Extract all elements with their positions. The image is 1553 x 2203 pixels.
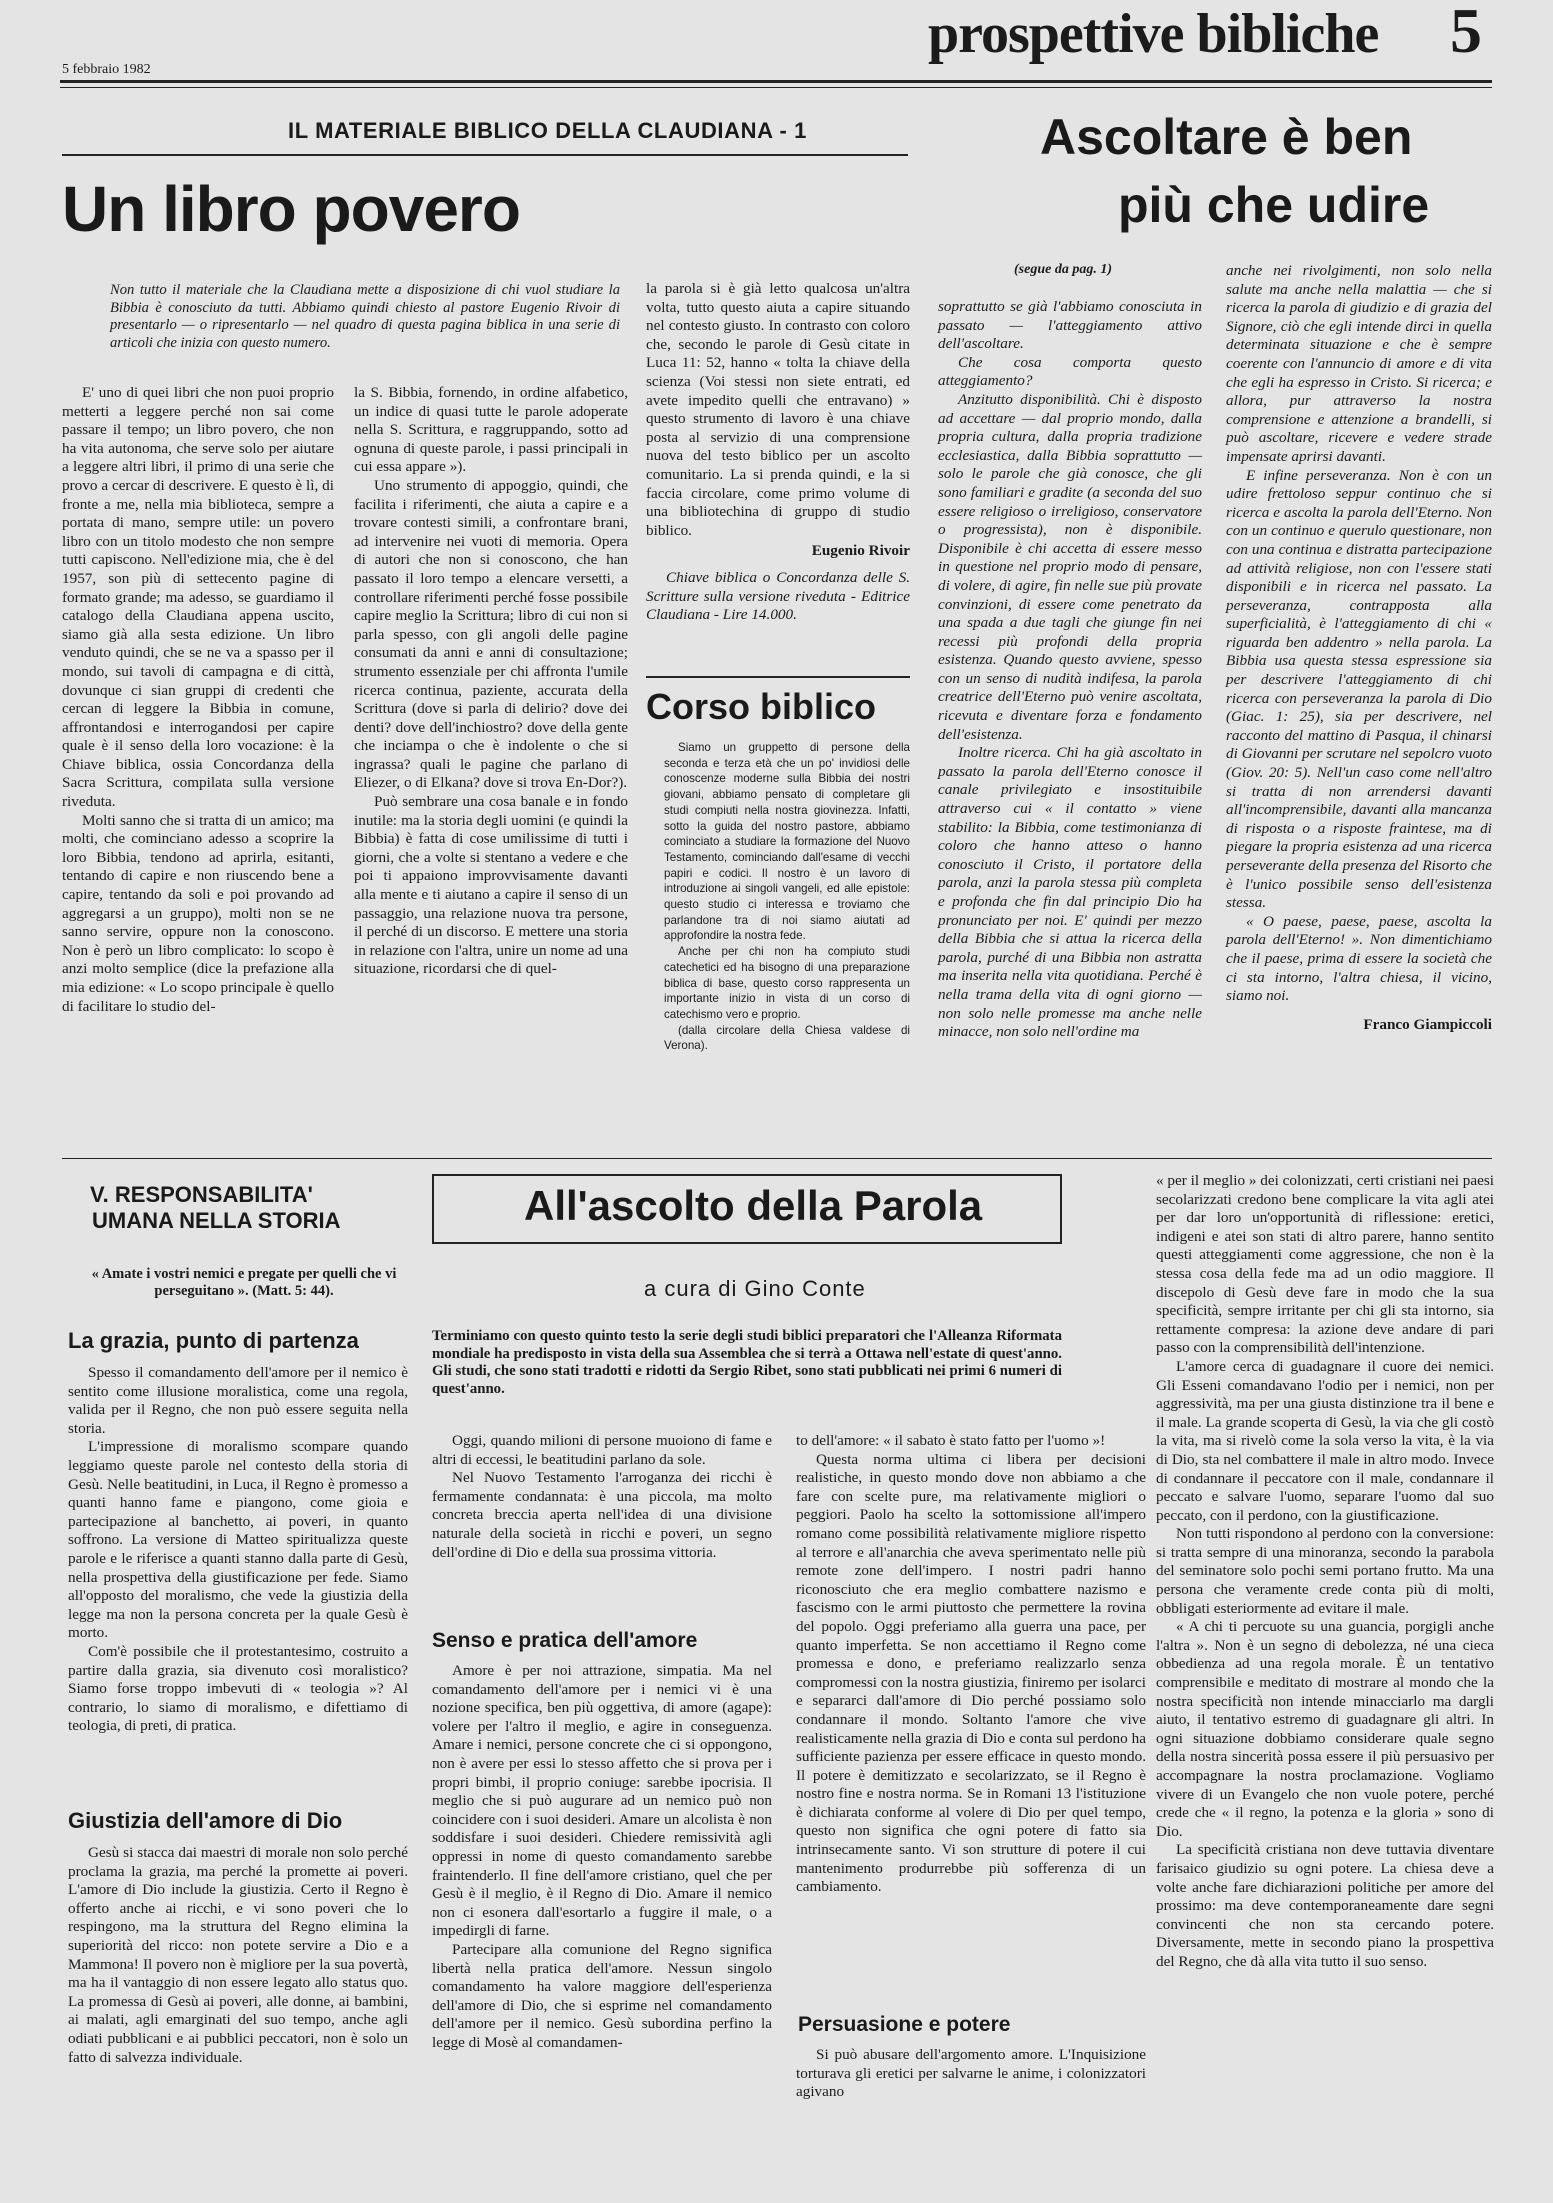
article-intro: Non tutto il materiale che la Claudiana mette a disposizione di chi vuol studiare la Bibbia è conosciuto da tutti. Abbiamo quindi chiesto al pastore Eugenio Rivoir di presentarlo — o ripresentarlo — nel quadro di questa pagina biblica in una serie di articoli che inizia con questo numero. — [110, 282, 620, 351]
corso-rule — [646, 676, 910, 678]
resp-title-2: UMANA NELLA STORIA — [92, 1208, 341, 1233]
right-column-1 — [938, 298, 1202, 1042]
subheading-giustizia: Giustizia dell'amore di Dio — [68, 1808, 343, 1833]
kicker-rule — [62, 154, 908, 156]
right-title-line2: più che udire — [1118, 177, 1430, 233]
paragraph: E infine perseveranza. Non è con un udire frettoloso seppur continuo che si ricerca e ascolta la parola dell'Eterno. Non con un continuo e querulo questionare, non con una continua e distratta partecipazione ad attività religiose, non con l'essere stati disponibili e in ricerca nel passato. La perseveranza, contrapposta alla superficialità, è l'atteggiamento di chi « riguarda ben addentro » nella parola. La Bibbia usa questa stessa espressione sia per descrivere l'atteggiamento di chi ricerca con perseveranza la parola di Dio (Giac. 1: 25), sia per descrivere, nel racconto del mattino di Pasqua, il chinarsi di Giovanni per scrutare nel sepolcro vuoto (Giov. 20: 5). Nell'un caso come nell'altro si tratta di non arrendersi davanti all'incomprensibile, davanti alla mancanza di risposta o a risposte fraintese, ma di piegare la propria esistenza ad una ricerca perseverante della presenza del Risorto che è l'unico possibile senso dell'esistenza stessa. — [1226, 466, 1492, 912]
ascolto-intro: Terminiamo con questo quinto testo la serie degli studi biblici preparatori che l'Alleanza Riformata mondiale ha predisposto in vista della sua Assemblea che si terrà a Ottawa nell'estate di quest'anno. Gli studi, che sono stati tradotti e ridotti da Sergio Ribet, sono stati pubblicati nei primi 6 numeri di quest'anno. — [432, 1328, 1062, 1397]
paragraph: Che cosa comporta questo atteggiamento? — [938, 353, 1202, 390]
page-number: 5 — [1450, 0, 1482, 66]
paragraph: Anche per chi non ha compiuto studi catechetici ed ha bisogno di una preparazione biblica di base, questo corso rappresenta un importante inizio in vista di un corso di catechismo vero e proprio. — [664, 945, 910, 1021]
book-info: Chiave biblica o Concordanza delle S. Scritture sulla versione riveduta - Editrice Claudiana - Lire 14.000. — [646, 568, 910, 624]
paragraph: Com'è possibile che il protestantesimo, costruito a partire dalla grazia, sia divenuto così moralistico? Siamo forse troppo imbevuti di « teologia »? Al contrario, lo siamo di moralismo, e difettiamo di teologia, di preti, di pratica. — [68, 1642, 408, 1735]
section-title: prospettive bibliche — [928, 3, 1379, 65]
paragraph: (dalla circolare della Chiesa valdese di Verona). — [664, 1023, 910, 1053]
ascolto-column-2b — [796, 2046, 1146, 2102]
ascolto-title: All'ascolto della Parola — [524, 1182, 983, 1229]
paragraph: to dell'amore: « il sabato è stato fatto per l'uomo »! — [796, 1432, 1106, 1449]
ascolto-column-3 — [1156, 1172, 1494, 1972]
paragraph: Anzitutto disponibilità. Chi è disposto ad accettare — dal proprio mondo, dalla propria cultura, dalla propria tradizione ecclesiastica, dalla Bibbia soprattutto — solo le parole che già conosce, che gli sono familiari e gradite (a seconda del suo essere religioso o irreligioso, conservatore o progressista), non è disponibile. Disponibile è chi accetta di essere messo in questione nel proprio modo di pensare, di volere, di agire, fin nelle sue più provate convinzioni, di essere come penetrato da una spada a due tagli che giunge fin nei recessi più profondi della propria esistenza. Quando questo avviene, spesso con un senso di nudità indifesa, la parola creatrice dell'Eterno può venire ascoltata, ricevuta e diventare forza e fondamento dell'esistenza. — [938, 390, 1202, 743]
resp-title-1: V. RESPONSABILITA' — [90, 1182, 313, 1207]
subheading-persuasione: Persuasione e potere — [798, 2013, 1011, 2036]
paragraph: Questa norma ultima ci libera per decisioni realistiche, in questo mondo dove non abbiamo a che fare con scelte pure, ma relativamente migliori o peggiori. Paolo ha scelto la sottomissione all'impero romano come possibilità relativamente migliore rispetto al terrore e all'anarchia che aveva sperimentato nelle più remote zone dell'impero. I nostri padri hanno riconosciuto che era meglio combattere nazismo e fascismo con le armi piuttosto che permettere la rovina del popolo. Oggi preferiamo alla guerra una pace, per quanto imperfetta. Se non accettiamo il Regno come promessa e dono, e preferiamo realizzarlo senza compromessi con la nostra giustizia, finiremo per isolarci e separarci dall'amore di Dio perché possiamo solo condannare il mondo. Soltanto l'amore che vive realisticamente nella grazia di Dio e conta sul perdono ha sufficiente pazienza per essere efficace in questo mondo. Il potere è demitizzato e secolarizzato, se il Regno è nostro fine e nostra norma. Se in Romani 13 l'istituzione è dichiarata conforme al volere di Dio per quel tempo, questo non significa che ogni potere di fatto sia intrinsecamente santo. Vi son strutture di potere il cui mantenimento produrrebbe più sofferenza di un cambiamento. — [796, 1450, 1146, 1896]
giustizia-text — [68, 1844, 408, 2067]
header-rule — [60, 80, 1492, 83]
paragraph: L'impressione di moralismo scompare quando leggiamo queste parole nel contesto della storia di Gesù. Nelle beatitudini, in Luca, il Regno è promesso a quanti hanno fame e piangono, come gioia e partecipazione al banchetto, ai poveri, in quanto soffrono. La versione di Matteo spiritualizza queste parole e le riferisce a quanti stanno dalla parte di Gesù, nella prospettiva della giustificazione per fede. Siamo all'opposto del moralismo, che vede la giustizia della legge ma non la persona concreta per la quale Gesù è morto. — [68, 1438, 408, 1642]
section-divider — [62, 1158, 1492, 1159]
paragraph: Oggi, quando milioni di persone muoiono di fame e altri di eccessi, le beatitudini parlano da sole. — [432, 1432, 772, 1468]
article-column-3 — [646, 280, 910, 625]
paragraph: Spesso il comandamento dell'amore per il nemico è sentito come illusione moralistica, come una regola, valida per il Regno, che non può essere seguita nella storia. — [68, 1364, 408, 1437]
subheading-grazia: La grazia, punto di partenza — [68, 1328, 359, 1353]
continued-note: (segue da pag. 1) — [1014, 262, 1112, 277]
corso-text — [664, 740, 910, 1054]
right-column-2 — [1226, 262, 1492, 1034]
paragraph: Nel Nuovo Testamento l'arroganza dei ricchi è fermamente condannata: è una piccola, ma molto concreta breccia aperta nell'idea di una divisione naturale della società in ricchi e poveri, un segno dell'ordine di Dio e della sua prossima vittoria. — [432, 1469, 772, 1561]
grazia-text — [68, 1364, 408, 1736]
paragraph: Gesù si stacca dai maestri di morale non solo perché proclama la grazia, ma perché la promette ai poveri. L'amore di Dio include la giustizia. Certo il Regno è offerto anche ai ricchi, e vi sono poveri che lo respingono, ma la struttura del Regno elimina la superiorità del ricco: non potete servire a Dio e a Mammona! Il povero non è migliore per la sua povertà, ma ha il vantaggio di non essere legato allo status quo. La promessa di Gesù ai poveri, alle donne, ai bambini, ai malati, agli emarginati del suo tempo, anche agli odiati pubblicani e ai pubblici peccatori, non è solo un fatto di salvezza individuale. — [68, 1844, 408, 2066]
subheading-senso: Senso e pratica dell'amore — [432, 1629, 698, 1652]
author-signature: Franco Giampiccoli — [1363, 1015, 1492, 1033]
paragraph: Molti sanno che si tratta di un amico; ma molti, che cominciano adesso a scoprire la loro Bibbia, tendono ad aprirla, esitanti, tentando di capire e non riuscendo bene a capire, tentando da soli e poi provando ad aggregarsi a un gruppo), molti non se ne sanno servire, oppure non la conoscono. Non è però un libro complicato: lo scopo è anzi molto semplice (dice la prefazione alla mia edizione: « Lo scopo principale è quello di facilitare lo studio del- — [62, 811, 334, 1015]
paragraph: Non tutti rispondono al perdono con la conversione: si tratta sempre di una minoranza, secondo la parabola del seminatore solo pochi semi portano frutto. Ma una persona che veramente crede conta più di molti, obbligati esteriormente ad evitare il male. — [1156, 1525, 1494, 1617]
paragraph: Siamo un gruppetto di persone della seconda e terza età che un po' invidiosi delle conoscenze moderne sulla Bibbia dei nostri giovani, abbiamo pensato di completare gli studi compiuti nella nostra giovinezza. Infatti, sotto la guida del nostro pastore, abbiamo cominciato a studiare la formazione del Nuovo Testamento, cominciando dall'esame di vecchi papiri e codici. Il nostro è un lavoro di introduzione ai singoli vangeli, ed alle epistole: questo studio ci interessa e troviamo che parlandone tra di noi siamo aiutati ad approfondire la nostra fede. — [664, 741, 910, 943]
paragraph: la S. Bibbia, fornendo, in ordine alfabetico, un indice di quasi tutte le parole adoperate nella S. Scrittura, e raggruppando, sotto ad ognuna di queste parole, i passi principali in cui essa appare »). — [354, 384, 628, 476]
issue-date: 5 febbraio 1982 — [62, 62, 151, 77]
corso-title: Corso biblico — [646, 686, 877, 727]
paragraph: « per il meglio » dei colonizzati, certi cristiani nei paesi secolarizzati credono bene complicare la vita agli atei per dar loro un'opportunità di riflessione: eretici, indigeni e atei son stati di altro parere, hanno sentito questi atteggiamenti come aggressione, che non è la stessa cosa della fede ma ad un odio maggiore. Il discepolo di Gesù deve fare in modo che la sua specificità, sempre irritante per chi gli sta intorno, sia rettamente compresa: la azione deve andare di pari passo con la comprensibilità dell'intenzione. — [1156, 1172, 1494, 1357]
paragraph: « A chi ti percuote su una guancia, porgigli anche l'altra ». Non è un segno di debolezza, né una cieca obbedienza ad una regola morale. È un tentativo comprensibile e meditato di mostrare al mondo che la nostra specificità non intende minacciarlo ma dargli aiuto, il tentativo estremo di guadagnare gli altri. In ogni situazione dobbiamo considerare quale segno della nostra sincerità possa essere il più persuasivo per accompagnare la nostra proclamazione. Vogliamo vivere di un Evangelo che non vuole potere, perché crede che « il regno, la potenza e la gloria » sono di Dio. — [1156, 1618, 1494, 1840]
article-column-2 — [354, 384, 628, 979]
paragraph: soprattutto se già l'abbiamo conosciuta in passato — l'atteggiamento attivo dell'ascoltare. — [938, 298, 1202, 353]
paragraph: Partecipare alla comunione del Regno significa libertà nella pratica dell'amore. Nessun singolo comandamento ha valore maggiore dell'esperienza dell'amore di Dio, che si esprime nel comandamento dell'amore per il nemico. Gesù subordina perfino la legge di Mosè al comandamen- — [432, 1940, 772, 2051]
right-title-line1: Ascoltare è ben — [1040, 109, 1413, 165]
ascolto-column-1b — [432, 1662, 772, 2052]
paragraph: Può sembrare una cosa banale e in fondo inutile: ma la storia degli uomini (e quindi la Bibbia) è fatta di cose umilissime di tutti i giorni, che a volte si stentano a vedere e che poi ti appaiono improvvisamente davanti alla mente e ti aiutano a capire il senso di un passaggio, una relazione nuova tra persone, il perché di un discorso. E mettere una storia in relazione con l'altra, unire un nome ad una situazione, ricordarsi che di quel- — [354, 793, 628, 978]
epigraph: « Amate i vostri nemici e pregate per quelli che vi perseguitano ». (Matt. 5: 44). — [91, 1266, 397, 1299]
paragraph: anche nei rivolgimenti, non solo nella salute ma anche nella malattia — che si ricerca la parola di giudizio e di grazia del Signore, ciò che egli intende dirci in quella determinata situazione e che è sempre coerente con l'annuncio di amore e di vita che egli ha espresso in Cristo. Si ricerca; e allora, pur attraverso la nostra comprensione e attenzione a brandelli, si può ascoltare, ricevere e vedere strade impensate aprirsi davanti. — [1226, 262, 1492, 465]
paragraph: Amore è per noi attrazione, simpatia. Ma nel comandamento dell'amore per i nemici vi è una nozione specifica, ben più oggettiva, di amore (agape): volere per l'altro il meglio, e agire in conseguenza. Amare i nemici, persone concrete che ci si oppongono, non è avere per essi lo stesso affetto che si prova per i propri bimbi, il proprio coniuge: sarebbe ipocrisia. Il meglio che si può augurare ad un nemico può non coincidere con i suoi desideri. Amare un alcolista è non soddisfare i suoi desideri. Chiedere remissività agli oppressi in nome di questo comandamento sarebbe fraintenderlo. Il fine dell'amore cristiano, quel che per Gesù è il meglio, è il Regno di Dio. Amare il nemico non ci esonera dall'esortarlo a fuggire il male, o a impedirgli di farne. — [432, 1662, 772, 1940]
ascolto-column-1a — [432, 1432, 772, 1562]
ascolto-column-2a — [796, 1432, 1146, 1897]
article-column-1 — [62, 384, 334, 1016]
header-rule-thin — [60, 87, 1492, 88]
paragraph: Uno strumento di appoggio, quindi, che facilita i riferimenti, che aiuta a capire e a trovare contesti simili, a confrontare brani, ad intervenire nei vuoti di memoria. Opera di autori che non si conoscono, che han passato il loro tempo a elencare versetti, a controllare riferimenti perché fosse possibile capire meglio la Scrittura; libro di cui non si parla spesso, con gli angoli delle pagine consumati da anni e anni di consultazione; strumento essenziale per chi affronta l'umile ricerca continua, paziente, accurata della Scrittura (dove si parla di delirio? dove dei denti? dove dell'inchiostro? dove della gente che inciampa o che è indolente o che si ingrassa? quali le pagine che parlano di Eliezer, o di Elkana? dove si trova En-Dor?). — [354, 476, 628, 792]
ascolto-byline: a cura di Gino Conte — [644, 1276, 866, 1301]
article-kicker: IL MATERIALE BIBLICO DELLA CLAUDIANA - 1 — [288, 118, 807, 143]
paragraph: La specificità cristiana non deve tuttavia diventare farisaico giudizio su ogni potere. La chiesa deve a volte anche fare dichiarazioni politiche per amore del prossimo: ma deve contemporaneamente dare segni convincenti che non sta cercando potere. Diversamente, mette in secondo piano la prospettiva del Regno, che dà alla vita tutto il suo senso. — [1156, 1841, 1494, 1970]
paragraph: E' uno di quei libri che non puoi proprio metterti a leggere perché non sai come passare il tempo; un libro povero, che non ha vita autonoma, che serve solo per aiutare a leggere altri libri, il primo di una serie che provo a cercar di descrivere. E questo è lì, di fronte a me, nella mia biblioteca, sempre a portata di mano, sempre utile: un povero libro con un titolo modesto che non sempre tutti capiscono. Nell'edizione mia, che è del 1957, son più di settecento pagine di formato grande; ma adesso, se guardiamo il catalogo della Claudiana appena uscito, siamo già alla sesta edizione. Un libro venduto quindi, che se ne va a spasso per il mondo, sui tavoli di campagna e di città, dovunque ci sian gruppi di credenti che cercan di leggere la Bibbia in comune, affrontandosi e interrogandosi per capire quale è il senso della loro vocazione: è la Chiave biblica, ossia Concordanza della Sacra Scrittura, compilata sulla versione riveduta. — [62, 384, 334, 811]
paragraph: Inoltre ricerca. Chi ha già ascoltato in passato la parola dell'Eterno conosce il canale privilegiato e insostituibile attraverso cui « il contatto » viene stabilito: la Bibbia, come testimonianza di coloro che hanno atteso o hanno conosciuto il Cristo, il portatore della parola, anzi la parola stessa più completa e profonda che fin dal principio Dio ha pronunciato per noi. E' quindi per mezzo della Bibbia che si attua la ricerca della parola, purché di una Bibbia non astratta ma inserita nella vita quotidiana. Perché è nella trama della vita di ogni giorno — non solo nelle promesse ma anche nelle minacce, non solo nell'ordine ma — [938, 744, 1202, 1041]
paragraph: « O paese, paese, paese, ascolta la parola dell'Eterno! ». Non dimentichiamo che il paese, prima di essere la società che ci sta intorno, l'altra chiesa, il vicino, siamo noi. — [1226, 912, 1492, 1005]
paragraph: la parola si è già letto qualcosa un'altra volta, tutto questo aiuta a capire situando nel contesto giusto. In contrasto con coloro che, secondo le parole di Gesù citate in Luca 11: 52, hanno « tolta la chiave della scienza (Voi stessi non siete entrati, ed avete impedito quelli che entravano) » questo strumento di lavoro è una chiave posta al servizio di una comprensione nuova del testo biblico per un ascolto comunitario. La si prenda quindi, e la si faccia circolare, come primo volume di una bibliotechina di gruppo di studio biblico. — [646, 280, 910, 539]
article-title: Un libro povero — [62, 173, 520, 245]
author-signature: Eugenio Rivoir — [811, 542, 910, 560]
paragraph: L'amore cerca di guadagnare il cuore dei nemici. Gli Esseni comandavano l'odio per i nemici, non per aggressività, ma per una giusta distinzione tra il bene e il male. La grande scoperta di Gesù, la via che gli costò la vita, ma si rivelò come la sola verso la vita, è la via di Dio, sta nel combattere il male in altro modo. Invece di condannare il peccatore con il male, condannare il peccato e salvare l'uomo, separare l'uomo dal suo peccato, con il perdono, con la giustificazione. — [1156, 1357, 1494, 1524]
paragraph: Si può abusare dell'argomento amore. L'Inquisizione torturava gli eretici per salvarne le anime, i colonizzatori agivano — [796, 2046, 1146, 2101]
